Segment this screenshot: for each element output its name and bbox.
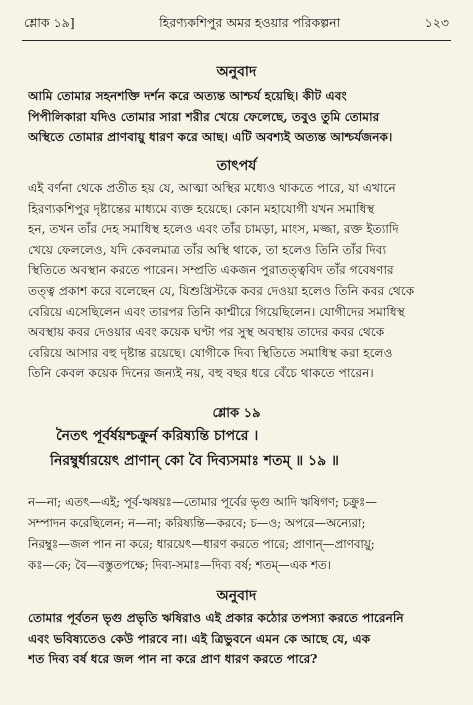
synonym-line: সম্পাদন করেছিলেন; ন—না; করিষ্যন্তি—করবে; চ—ও; অপরে—অন্যেরা; [28,516,366,530]
header-verse-ref: শ্লোক ১৯] [24,15,75,30]
purport-heading: তাৎপর্য [216,158,257,174]
text-line: শত দিব্য বর্ষ ধরে জল পান না করে প্রাণ ধারণ করতে পারে? [28,652,318,667]
running-header [24,14,449,36]
text-line: আমি তোমার সহনশক্তি দর্শন করে অত্যন্ত আশ্চর্য হয়েছি। কীট এবং [28,89,347,103]
verse-title: শ্লোক ১৯ [212,406,261,421]
translation-heading-2: অনুবাদ [216,588,257,604]
synonyms-block [28,492,449,576]
verse-line: নিরম্বুর্ধারয়েৎ প্রাণান্ কো বৈ দিব্যসমাঃ শতম্ ॥ ১৯ ॥ [50,453,339,469]
text-line: এবং ভবিষ্যতেও কেউ পারবে না। এই ত্রিভুবনে এমন কে আছে যে, এক [28,631,371,646]
translation-paragraph-2 [28,608,449,670]
header-title: হিরণ্যকশিপুর অমর হওয়ার পরিকল্পনা [159,15,341,30]
text-line: হন, তখন তাঁর দেহ সমাধিস্থ হলেও এবং তাঁর চামড়া, মাংস, মজ্জা, রক্ত ইত্যাদি [28,222,399,237]
header-rule [22,40,451,41]
synonym-line: ন—না; এতৎ—এই; পূর্ব-ঋষয়ঃ—তোমার পূর্বের ভৃগু আদি ঋষিগণ; চক্রুঃ— [28,495,378,509]
text-line: এই বর্ণনা থেকে প্রতীত হয় যে, আত্মা অস্থির মধ্যেও থাকতে পারে, যা এখানে [28,181,396,195]
text-line: তিনি কেবল কয়েক দিনের জন্যই নয়, বহু বছর ধরে বেঁচে থাকতে পারেন। [28,366,374,381]
text-line: অবস্থায় কবর দেওয়ার এবং কয়েক ঘণ্টা পর সুস্থ অবস্থায় তাদের কবর থেকে [28,325,385,340]
purport-paragraph [28,178,449,384]
verse-text [0,424,473,474]
synonym-line: নিরম্বুঃ—জল পান না করে; ধারয়েৎ—ধারণ করতে পারে; প্রাণান্—প্রাণবায়ু; [28,537,375,551]
text-line: হিরণ্যকশিপুর দৃষ্টান্তের মাধ্যমে ব্যক্ত হয়েছে। কোন মহাযোগী যখন সমাধিস্থ [28,201,375,216]
text-line: তত্ত্ব প্রকাশ করে বলেছেন যে, যিশুখ্রিস্টকে কবর দেওয়া হলেও তিনি কবর থেকে [28,283,415,298]
header-page-number: ১২৩ [424,15,449,30]
verse-line: নৈতৎ পূর্বর্ষয়শ্চক্রুর্ন করিষ্যন্তি চাপরে । [56,428,259,444]
synonym-line: কঃ—কে; বৈ—বস্তুতপক্ষে; দিব্য-সমাঃ—দিব্য বর্ষ; শতম্—এক শত। [28,558,331,572]
text-line: বেরিয়ে আসার বহু দৃষ্টান্ত রয়েছে। যোগীকে দিব্য স্থিতিতে সমাধিস্থ করা হলেও [28,345,393,360]
text-line: অস্থিতে তোমার প্রাণবায়ু ধারণ করে আছ। এটি অবশ্যই অত্যন্ত আশ্চর্যজনক। [28,130,393,145]
text-line: পিপীলিকারা যদিও তোমার সারা শরীর খেয়ে ফেলেছে, তবুও তুমি তোমার [28,109,380,124]
text-line: স্থিতিতে অবস্থান করতে পারেন। সম্প্রতি একজন পুরাতত্ত্ববিদ তাঁর গবেষণার [28,263,394,278]
text-line: বেরিয়ে এসেছিলেন এবং তারপর তিনি কাশ্মীরে গিয়েছিলেন। যোগীদের সমাধিস্থ [28,304,405,319]
translation-paragraph-1 [28,86,449,148]
text-line: তোমার পূর্বতন ভৃগু প্রভৃতি ঋষিরাও এই প্রকার কঠোর তপস্যা করতে পারেননি [28,611,404,625]
translation-heading-1: অনুবাদ [216,64,257,80]
text-line: খেয়ে ফেললেও, যদি কেবলমাত্র তাঁর অস্থি থাকে, তা হলেও তিনি তাঁর দিব্য [28,242,387,257]
